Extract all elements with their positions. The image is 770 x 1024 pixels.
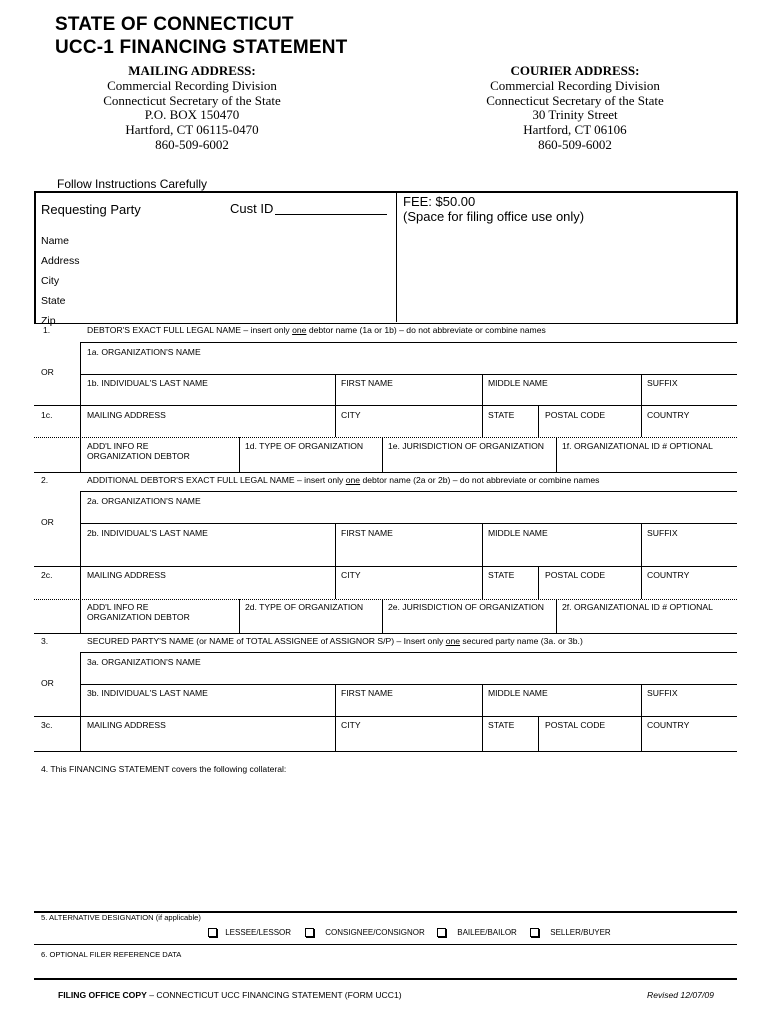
secured-first-name-field[interactable]: FIRST NAME xyxy=(341,688,393,698)
divider xyxy=(34,472,737,473)
additional-country-field[interactable]: COUNTRY xyxy=(647,570,690,580)
courier-line: 30 Trinity Street xyxy=(532,107,618,123)
additional-org-type-field[interactable]: 2d. TYPE OF ORGANIZATION xyxy=(245,602,364,612)
divider xyxy=(80,342,737,343)
heading-emphasis: one xyxy=(445,636,461,646)
option-label: BAILEE/BAILOR xyxy=(457,928,517,937)
secured-org-name-field[interactable]: 3a. ORGANIZATION'S NAME xyxy=(87,657,201,667)
instructions-note: Follow Instructions Carefully xyxy=(57,177,208,191)
divider xyxy=(34,716,737,717)
mailing-line: 860-509-6002 xyxy=(155,136,229,152)
divider xyxy=(34,191,737,193)
additional-org-name-field[interactable]: 2a. ORGANIZATION'S NAME xyxy=(87,496,201,506)
mailing-line: P.O. BOX 150470 xyxy=(144,107,240,123)
additional-city-field[interactable]: CITY xyxy=(341,570,361,580)
divider xyxy=(641,684,642,751)
additional-state-field[interactable]: STATE xyxy=(488,570,515,580)
divider xyxy=(80,684,737,685)
filing-office-copy-note xyxy=(58,990,402,1000)
heading-emphasis: one xyxy=(292,325,307,335)
additional-last-name-field[interactable]: 2b. INDIVIDUAL'S LAST NAME xyxy=(87,528,208,538)
courier-line: Connecticut Secretary of the State xyxy=(486,92,664,108)
option-label: SELLER/BUYER xyxy=(550,928,611,937)
mailing-address-heading: MAILING ADDRESS: xyxy=(128,63,256,78)
courier-line: 860-509-6002 xyxy=(538,136,612,152)
cust-id-label: Cust ID xyxy=(230,201,274,216)
courier-line: Commercial Recording Division xyxy=(490,77,660,93)
divider xyxy=(34,599,737,600)
secured-city-field[interactable]: CITY xyxy=(341,720,361,730)
divider xyxy=(538,405,539,437)
divider xyxy=(34,978,737,980)
row-number: 1c. xyxy=(41,410,53,420)
requesting-city-field[interactable]: City xyxy=(41,275,60,287)
divider xyxy=(80,342,81,472)
requesting-address-field[interactable]: Address xyxy=(41,255,80,267)
mailing-line: Hartford, CT 06115-0470 xyxy=(125,122,259,138)
requesting-name-field[interactable]: Name xyxy=(41,235,70,247)
form-title-name: UCC-1 FINANCING STATEMENT xyxy=(55,37,348,58)
requesting-party-label: Requesting Party xyxy=(41,202,141,217)
divider xyxy=(80,523,737,524)
section-number: 3. xyxy=(41,636,49,646)
copy-description: – CONNECTICUT UCC FINANCING STATEMENT (FORM UCC1) xyxy=(146,990,402,1000)
checkbox-icon[interactable] xyxy=(208,928,217,937)
divider xyxy=(482,374,483,437)
additional-addl-info: ADD'L INFO RE ORGANIZATION DEBTOR xyxy=(87,602,190,622)
option-label: LESSEE/LESSOR xyxy=(225,928,292,937)
divider xyxy=(34,944,737,945)
office-use-note: (Space for filing office use only) xyxy=(403,209,585,224)
revision-date: Revised 12/07/09 xyxy=(647,990,714,1000)
secured-last-name-field[interactable]: 3b. INDIVIDUAL'S LAST NAME xyxy=(87,688,208,698)
debtor-last-name-field[interactable]: 1b. INDIVIDUAL'S LAST NAME xyxy=(87,378,208,388)
mailing-line: Commercial Recording Division xyxy=(107,77,277,93)
divider xyxy=(34,566,737,567)
requesting-zip-field[interactable]: Zip xyxy=(41,315,56,327)
heading-text: ADDITIONAL DEBTOR'S EXACT FULL LEGAL NAME – insert only xyxy=(87,475,346,485)
alternative-designation-label: 5. ALTERNATIVE DESIGNATION (if applicable) xyxy=(41,913,201,922)
divider xyxy=(34,437,737,438)
divider xyxy=(538,716,539,751)
heading-text: debtor name (2a or 2b) – do not abbreviate or combine names xyxy=(360,475,600,485)
mailing-address-block xyxy=(62,64,322,153)
consignee-consignor-option[interactable] xyxy=(305,928,425,937)
debtor-org-name-field[interactable]: 1a. ORGANIZATION'S NAME xyxy=(87,347,201,357)
section-number: 1. xyxy=(43,325,51,335)
heading-text: secured party name (3a. or 3b.) xyxy=(460,636,583,646)
divider xyxy=(239,599,240,633)
courier-line: Hartford, CT 06106 xyxy=(523,122,627,138)
debtor-city-field[interactable]: CITY xyxy=(341,410,361,420)
checkbox-icon[interactable] xyxy=(305,928,314,937)
or-label: OR xyxy=(41,517,54,527)
divider xyxy=(556,599,557,633)
divider xyxy=(80,652,737,653)
debtor-org-id-field[interactable]: 1f. ORGANIZATIONAL ID # OPTIONAL xyxy=(562,441,713,451)
divider xyxy=(396,193,397,322)
additional-postal-field[interactable]: POSTAL CODE xyxy=(545,570,606,580)
divider xyxy=(34,633,737,634)
divider xyxy=(335,523,336,599)
divider xyxy=(80,491,737,492)
debtor-org-type-field[interactable]: 1d. TYPE OF ORGANIZATION xyxy=(245,441,364,451)
seller-buyer-option[interactable] xyxy=(530,928,611,937)
courier-address-block xyxy=(445,64,705,153)
mailing-line: Connecticut Secretary of the State xyxy=(103,92,281,108)
divider xyxy=(482,523,483,599)
row-number: 3c. xyxy=(41,720,53,730)
divider xyxy=(641,374,642,437)
divider xyxy=(80,374,737,375)
additional-first-name-field[interactable]: FIRST NAME xyxy=(341,528,393,538)
additional-debtor-heading xyxy=(87,475,599,485)
option-label: CONSIGNEE/CONSIGNOR xyxy=(325,928,425,937)
divider xyxy=(34,405,737,406)
divider xyxy=(239,437,240,472)
debtor-suffix-field[interactable]: SUFFIX xyxy=(647,378,678,388)
or-label: OR xyxy=(41,367,54,377)
additional-org-id-field[interactable]: 2f. ORGANIZATIONAL ID # OPTIONAL xyxy=(562,602,713,612)
divider xyxy=(641,523,642,599)
divider xyxy=(34,751,737,752)
row-number: 2c. xyxy=(41,570,53,580)
debtor-middle-name-field[interactable]: MIDDLE NAME xyxy=(488,378,548,388)
debtor-first-name-field[interactable]: FIRST NAME xyxy=(341,378,393,388)
cust-id-input[interactable] xyxy=(275,214,387,215)
form-title-state: STATE OF CONNECTICUT xyxy=(55,14,294,35)
fee-block xyxy=(403,194,584,224)
debtor-addl-info: ADD'L INFO RE ORGANIZATION DEBTOR xyxy=(87,441,190,461)
debtor-jurisdiction-field[interactable]: 1e. JURISDICTION OF ORGANIZATION xyxy=(388,441,544,451)
divider xyxy=(335,374,336,437)
heading-text: DEBTOR'S EXACT FULL LEGAL NAME – insert only xyxy=(87,325,293,335)
secured-middle-name-field[interactable]: MIDDLE NAME xyxy=(488,688,548,698)
heading-emphasis: one xyxy=(345,475,361,485)
requesting-fields xyxy=(41,231,80,331)
divider xyxy=(335,684,336,751)
divider xyxy=(80,491,81,633)
secured-mailing-field[interactable]: MAILING ADDRESS xyxy=(87,720,166,730)
requesting-state-field[interactable]: State xyxy=(41,295,66,307)
debtor-country-field[interactable]: COUNTRY xyxy=(647,410,690,420)
heading-text: debtor name (1a or 1b) – do not abbreviate or combine names xyxy=(306,325,546,335)
divider xyxy=(80,652,81,751)
copy-label: FILING OFFICE COPY xyxy=(58,990,147,1000)
divider xyxy=(736,191,738,324)
checkbox-icon[interactable] xyxy=(530,928,539,937)
bailee-bailor-option[interactable] xyxy=(437,928,517,937)
divider xyxy=(34,323,737,324)
fee-amount: FEE: $50.00 xyxy=(403,194,476,209)
section-number: 2. xyxy=(41,475,49,485)
debtor-mailing-field[interactable]: MAILING ADDRESS xyxy=(87,410,166,420)
heading-text: SECURED PARTY'S NAME (or NAME of TOTAL ASSIGNEE of ASSIGNOR S/P) – Insert only xyxy=(87,636,446,646)
additional-mailing-field[interactable]: MAILING ADDRESS xyxy=(87,570,166,580)
courier-address-heading: COURIER ADDRESS: xyxy=(510,63,640,78)
divider xyxy=(382,599,383,633)
debtor-postal-field[interactable]: POSTAL CODE xyxy=(545,410,606,420)
additional-suffix-field[interactable]: SUFFIX xyxy=(647,528,678,538)
additional-jurisdiction-field[interactable]: 2e. JURISDICTION OF ORGANIZATION xyxy=(388,602,544,612)
divider xyxy=(34,191,36,324)
debtor-state-field[interactable]: STATE xyxy=(488,410,515,420)
divider xyxy=(382,437,383,472)
checkbox-icon[interactable] xyxy=(437,928,446,937)
divider xyxy=(482,684,483,751)
secured-postal-field[interactable]: POSTAL CODE xyxy=(545,720,606,730)
divider xyxy=(556,437,557,472)
lessee-lessor-option[interactable] xyxy=(208,928,291,937)
additional-middle-name-field[interactable]: MIDDLE NAME xyxy=(488,528,548,538)
secured-party-heading xyxy=(87,636,583,646)
divider xyxy=(538,566,539,599)
or-label: OR xyxy=(41,678,54,688)
collateral-field[interactable]: 4. This FINANCING STATEMENT covers the following collateral: xyxy=(41,764,287,774)
secured-suffix-field[interactable]: SUFFIX xyxy=(647,688,678,698)
optional-reference-field[interactable]: 6. OPTIONAL FILER REFERENCE DATA xyxy=(41,950,182,959)
secured-country-field[interactable]: COUNTRY xyxy=(647,720,690,730)
debtor-heading xyxy=(87,325,546,335)
secured-state-field[interactable]: STATE xyxy=(488,720,515,730)
